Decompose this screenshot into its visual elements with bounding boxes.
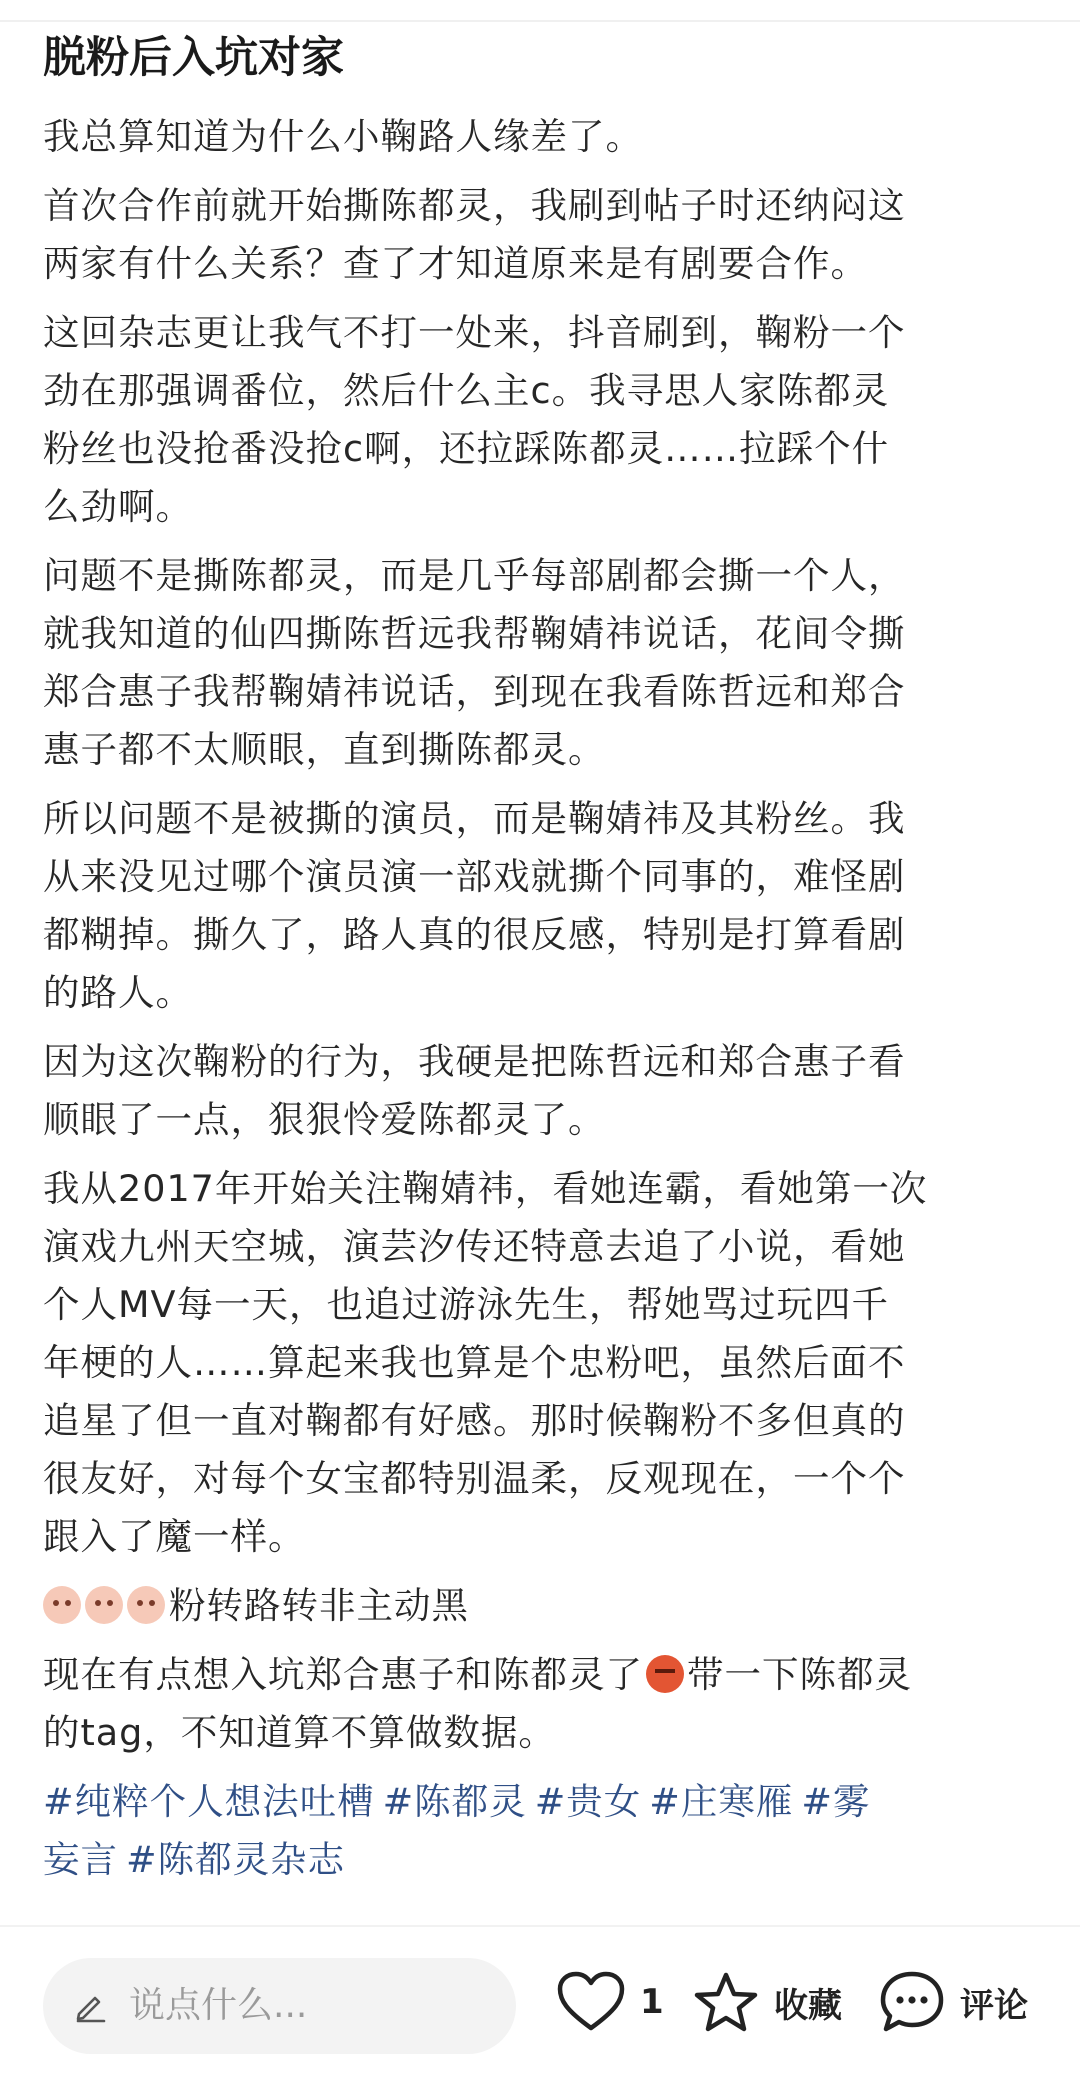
sad-face-icon [127, 1586, 165, 1624]
hashtag-list [43, 1773, 1043, 1889]
post-body [43, 108, 1043, 1889]
hashtag-line [43, 1773, 1043, 1831]
paragraph-line: 追星了但一直对鞠都有好感。那时候鞠粉不多但真的 [43, 1399, 906, 1442]
paragraph-line: 我总算知道为什么小鞠路人缘差了。 [43, 115, 643, 158]
devil-icon [646, 1655, 684, 1693]
hashtag-link[interactable]: #陈都灵 [382, 1780, 527, 1823]
comment-input[interactable] [43, 1958, 516, 2054]
paragraph-line: 演戏九州天空城，演芸汐传还特意去追了小说，看她 [43, 1225, 906, 1268]
paragraph-line: 都糊掉。撕久了，路人真的很反感，特别是打算看剧 [43, 913, 906, 956]
paragraph [43, 1160, 1043, 1566]
paragraph [43, 108, 1043, 166]
sad-face-icon [85, 1586, 123, 1624]
paragraph-line: 就我知道的仙四撕陈哲远我帮鞠婧祎说话，花间令撕 [43, 612, 906, 655]
favorite-label: 收藏 [774, 1985, 842, 2026]
heart-icon [556, 1970, 626, 2034]
chat-bubble-icon [878, 1969, 946, 2035]
bottom-divider [0, 1925, 1080, 1927]
paragraph-line: 跟入了魔一样。 [43, 1515, 306, 1558]
paragraph [43, 547, 1043, 779]
comment-label: 评论 [960, 1985, 1028, 2026]
paragraph [43, 177, 1043, 293]
paragraph [43, 790, 1043, 1022]
paragraph-line: 惠子都不太顺眼，直到撕陈都灵。 [43, 728, 606, 771]
paragraph-list [43, 108, 1043, 1566]
paragraph-line: 从来没见过哪个演员演一部戏就撕个同事的，难怪剧 [43, 855, 906, 898]
hashtag-link[interactable]: #贵女 [534, 1780, 642, 1823]
favorite-button[interactable] [692, 1970, 842, 2034]
paragraph-line: 劲在那强调番位，然后什么主c。我寻思人家陈都灵 [43, 369, 890, 412]
paragraph-line: 很友好，对每个女宝都特别温柔，反观现在，一个个 [43, 1457, 906, 1500]
pen-icon [73, 1988, 109, 2024]
paragraph-line: 郑合惠子我帮鞠婧祎说话，到现在我看陈哲远和郑合 [43, 670, 906, 713]
star-icon [692, 1970, 760, 2034]
paragraph [43, 304, 1043, 536]
paragraph-line: 年梗的人……算起来我也算是个忠粉吧，虽然后面不 [43, 1341, 906, 1384]
hashtag-link[interactable]: #雾 [801, 1780, 871, 1823]
paragraph-line: 的路人。 [43, 971, 193, 1014]
paragraph-line: 所以问题不是被撕的演员，而是鞠婧祎及其粉丝。我 [43, 797, 906, 840]
last-line1-before: 现在有点想入坑郑合惠子和陈都灵了 [43, 1653, 643, 1696]
post-title: 脱粉后入坑对家 [43, 33, 344, 83]
top-divider [0, 20, 1080, 22]
hashtag-link[interactable]: #陈都灵杂志 [126, 1838, 346, 1881]
paragraph-line: 问题不是撕陈都灵，而是几乎每部剧都会撕一个人， [43, 554, 906, 597]
like-count: 1 [640, 1982, 664, 2022]
hashtag-link[interactable]: 妄言 [43, 1838, 118, 1881]
emoji-line [43, 1577, 1043, 1635]
paragraph-line: 么劲啊。 [43, 485, 193, 528]
paragraph-line: 这回杂志更让我气不打一处来，抖音刷到，鞠粉一个 [43, 311, 906, 354]
paragraph-line: 的tag，不知道算不算做数据。 [43, 1711, 556, 1754]
last-paragraph [43, 1646, 1043, 1762]
paragraph-line [43, 1646, 1043, 1704]
like-button[interactable] [556, 1970, 664, 2034]
emoji-line-text: 粉转路转非主动黑 [169, 1584, 469, 1627]
comment-button[interactable] [878, 1970, 1028, 2034]
paragraph-line: 两家有什么关系？查了才知道原来是有剧要合作。 [43, 242, 868, 285]
hashtag-link[interactable]: #纯粹个人想法吐槽 [43, 1780, 375, 1823]
paragraph-line: 首次合作前就开始撕陈都灵，我刷到帖子时还纳闷这 [43, 184, 906, 227]
paragraph-line: 粉丝也没抢番没抢c啊，还拉踩陈都灵……拉踩个什 [43, 427, 890, 470]
sad-face-icon [43, 1586, 81, 1624]
paragraph-line: 个人MV每一天，也追过游泳先生，帮她骂过玩四千 [43, 1283, 889, 1326]
last-line1-after: 带一下陈都灵 [687, 1653, 912, 1696]
bottom-action-bar [0, 1950, 1080, 2050]
paragraph-line: 顺眼了一点，狠狠怜爱陈都灵了。 [43, 1098, 606, 1141]
paragraph-line: 我从2017年开始关注鞠婧祎，看她连霸，看她第一次 [43, 1167, 928, 1210]
paragraph [43, 1033, 1043, 1149]
hashtag-line [43, 1831, 1043, 1889]
emoji-paragraph [43, 1577, 1043, 1635]
paragraph-line: 因为这次鞠粉的行为，我硬是把陈哲远和郑合惠子看 [43, 1040, 906, 1083]
comment-placeholder: 说点什么... [129, 1985, 308, 2026]
hashtag-link[interactable]: #庄寒雁 [649, 1780, 794, 1823]
